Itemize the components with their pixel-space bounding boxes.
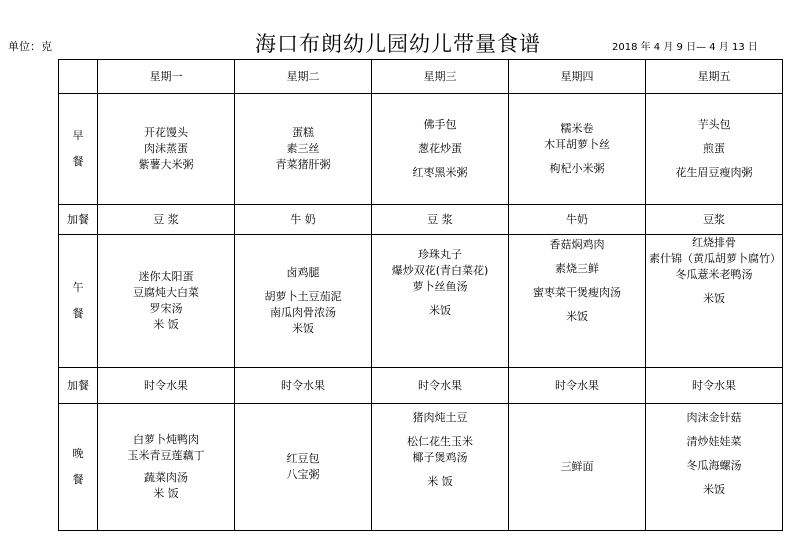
dinner-row xyxy=(59,404,783,531)
breakfast-label: 早 餐 xyxy=(59,94,98,205)
lunch-wed: 珍珠丸子 爆炒双花(青白菜花) 萝卜丝鱼汤 米饭 xyxy=(372,235,509,368)
lunch-fri: 红烧排骨 素什锦（黄瓜胡萝卜腐竹） 冬瓜薏米老鸭汤 米饭 xyxy=(646,235,783,368)
dinner-tue: 红豆包 八宝粥 xyxy=(235,404,372,531)
snack1-tue: 牛 奶 xyxy=(235,205,372,235)
snack2-thu: 时令水果 xyxy=(509,368,646,404)
snack1-wed: 豆 浆 xyxy=(372,205,509,235)
date-range: 2018 年 4 月 9 日— 4 月 13 日 xyxy=(612,42,758,53)
day-header-thu: 星期四 xyxy=(509,60,646,94)
day-header-tue: 星期二 xyxy=(235,60,372,94)
snack2-tue: 时令水果 xyxy=(235,368,372,404)
lunch-label: 午 餐 xyxy=(59,235,98,368)
snack1-label: 加餐 xyxy=(59,205,98,235)
unit-label: 单位：克 xyxy=(8,40,52,53)
snack2-label: 加餐 xyxy=(59,368,98,404)
dinner-wed: 猪肉炖土豆 松仁花生玉米 椰子煲鸡汤 米 饭 xyxy=(372,404,509,531)
dinner-label: 晚 餐 xyxy=(59,404,98,531)
snack1-row xyxy=(59,205,783,235)
snack2-fri: 时令水果 xyxy=(646,368,783,404)
breakfast-wed: 佛手包 葱花炒蛋 红枣黑米粥 xyxy=(372,94,509,205)
day-header-wed: 星期三 xyxy=(372,60,509,94)
snack1-thu: 牛奶 xyxy=(509,205,646,235)
snack2-row xyxy=(59,368,783,404)
day-header-fri: 星期五 xyxy=(646,60,783,94)
lunch-tue: 卤鸡腿 胡萝卜土豆茄泥 南瓜肉骨浓汤 米饭 xyxy=(235,235,372,368)
lunch-mon: 迷你太阳蛋 豆腐炖大白菜 罗宋汤 米 饭 xyxy=(98,235,235,368)
snack1-mon: 豆 浆 xyxy=(98,205,235,235)
day-header-mon: 星期一 xyxy=(98,60,235,94)
breakfast-row xyxy=(59,94,783,205)
dinner-thu: 三鲜面 xyxy=(509,404,646,531)
snack2-mon: 时令水果 xyxy=(98,368,235,404)
day-header-row xyxy=(59,60,783,94)
dinner-mon: 白萝卜炖鸭肉 玉米青豆莲藕丁 蔬菜肉汤 米 饭 xyxy=(98,404,235,531)
page-title: 海口布朗幼儿园幼儿带量食谱 xyxy=(255,32,541,56)
breakfast-tue: 蛋糕 素三丝 青菜猪肝粥 xyxy=(235,94,372,205)
dinner-fri: 肉沫金针菇 清炒娃娃菜 冬瓜海螺汤 米饭 xyxy=(646,404,783,531)
breakfast-thu: 糯米卷 木耳胡萝卜丝 枸杞小米粥 xyxy=(509,94,646,205)
menu-table xyxy=(58,59,783,531)
snack2-wed: 时令水果 xyxy=(372,368,509,404)
lunch-row xyxy=(59,235,783,368)
breakfast-fri: 芋头包 煎蛋 花生眉豆瘦肉粥 xyxy=(646,94,783,205)
snack1-fri: 豆浆 xyxy=(646,205,783,235)
lunch-thu: 香菇焖鸡肉 素烧三鲜 蜜枣菜干煲瘦肉汤 米饭 xyxy=(509,235,646,368)
corner-cell xyxy=(59,60,98,94)
breakfast-mon: 开花馒头 肉沫蒸蛋 紫薯大米粥 xyxy=(98,94,235,205)
